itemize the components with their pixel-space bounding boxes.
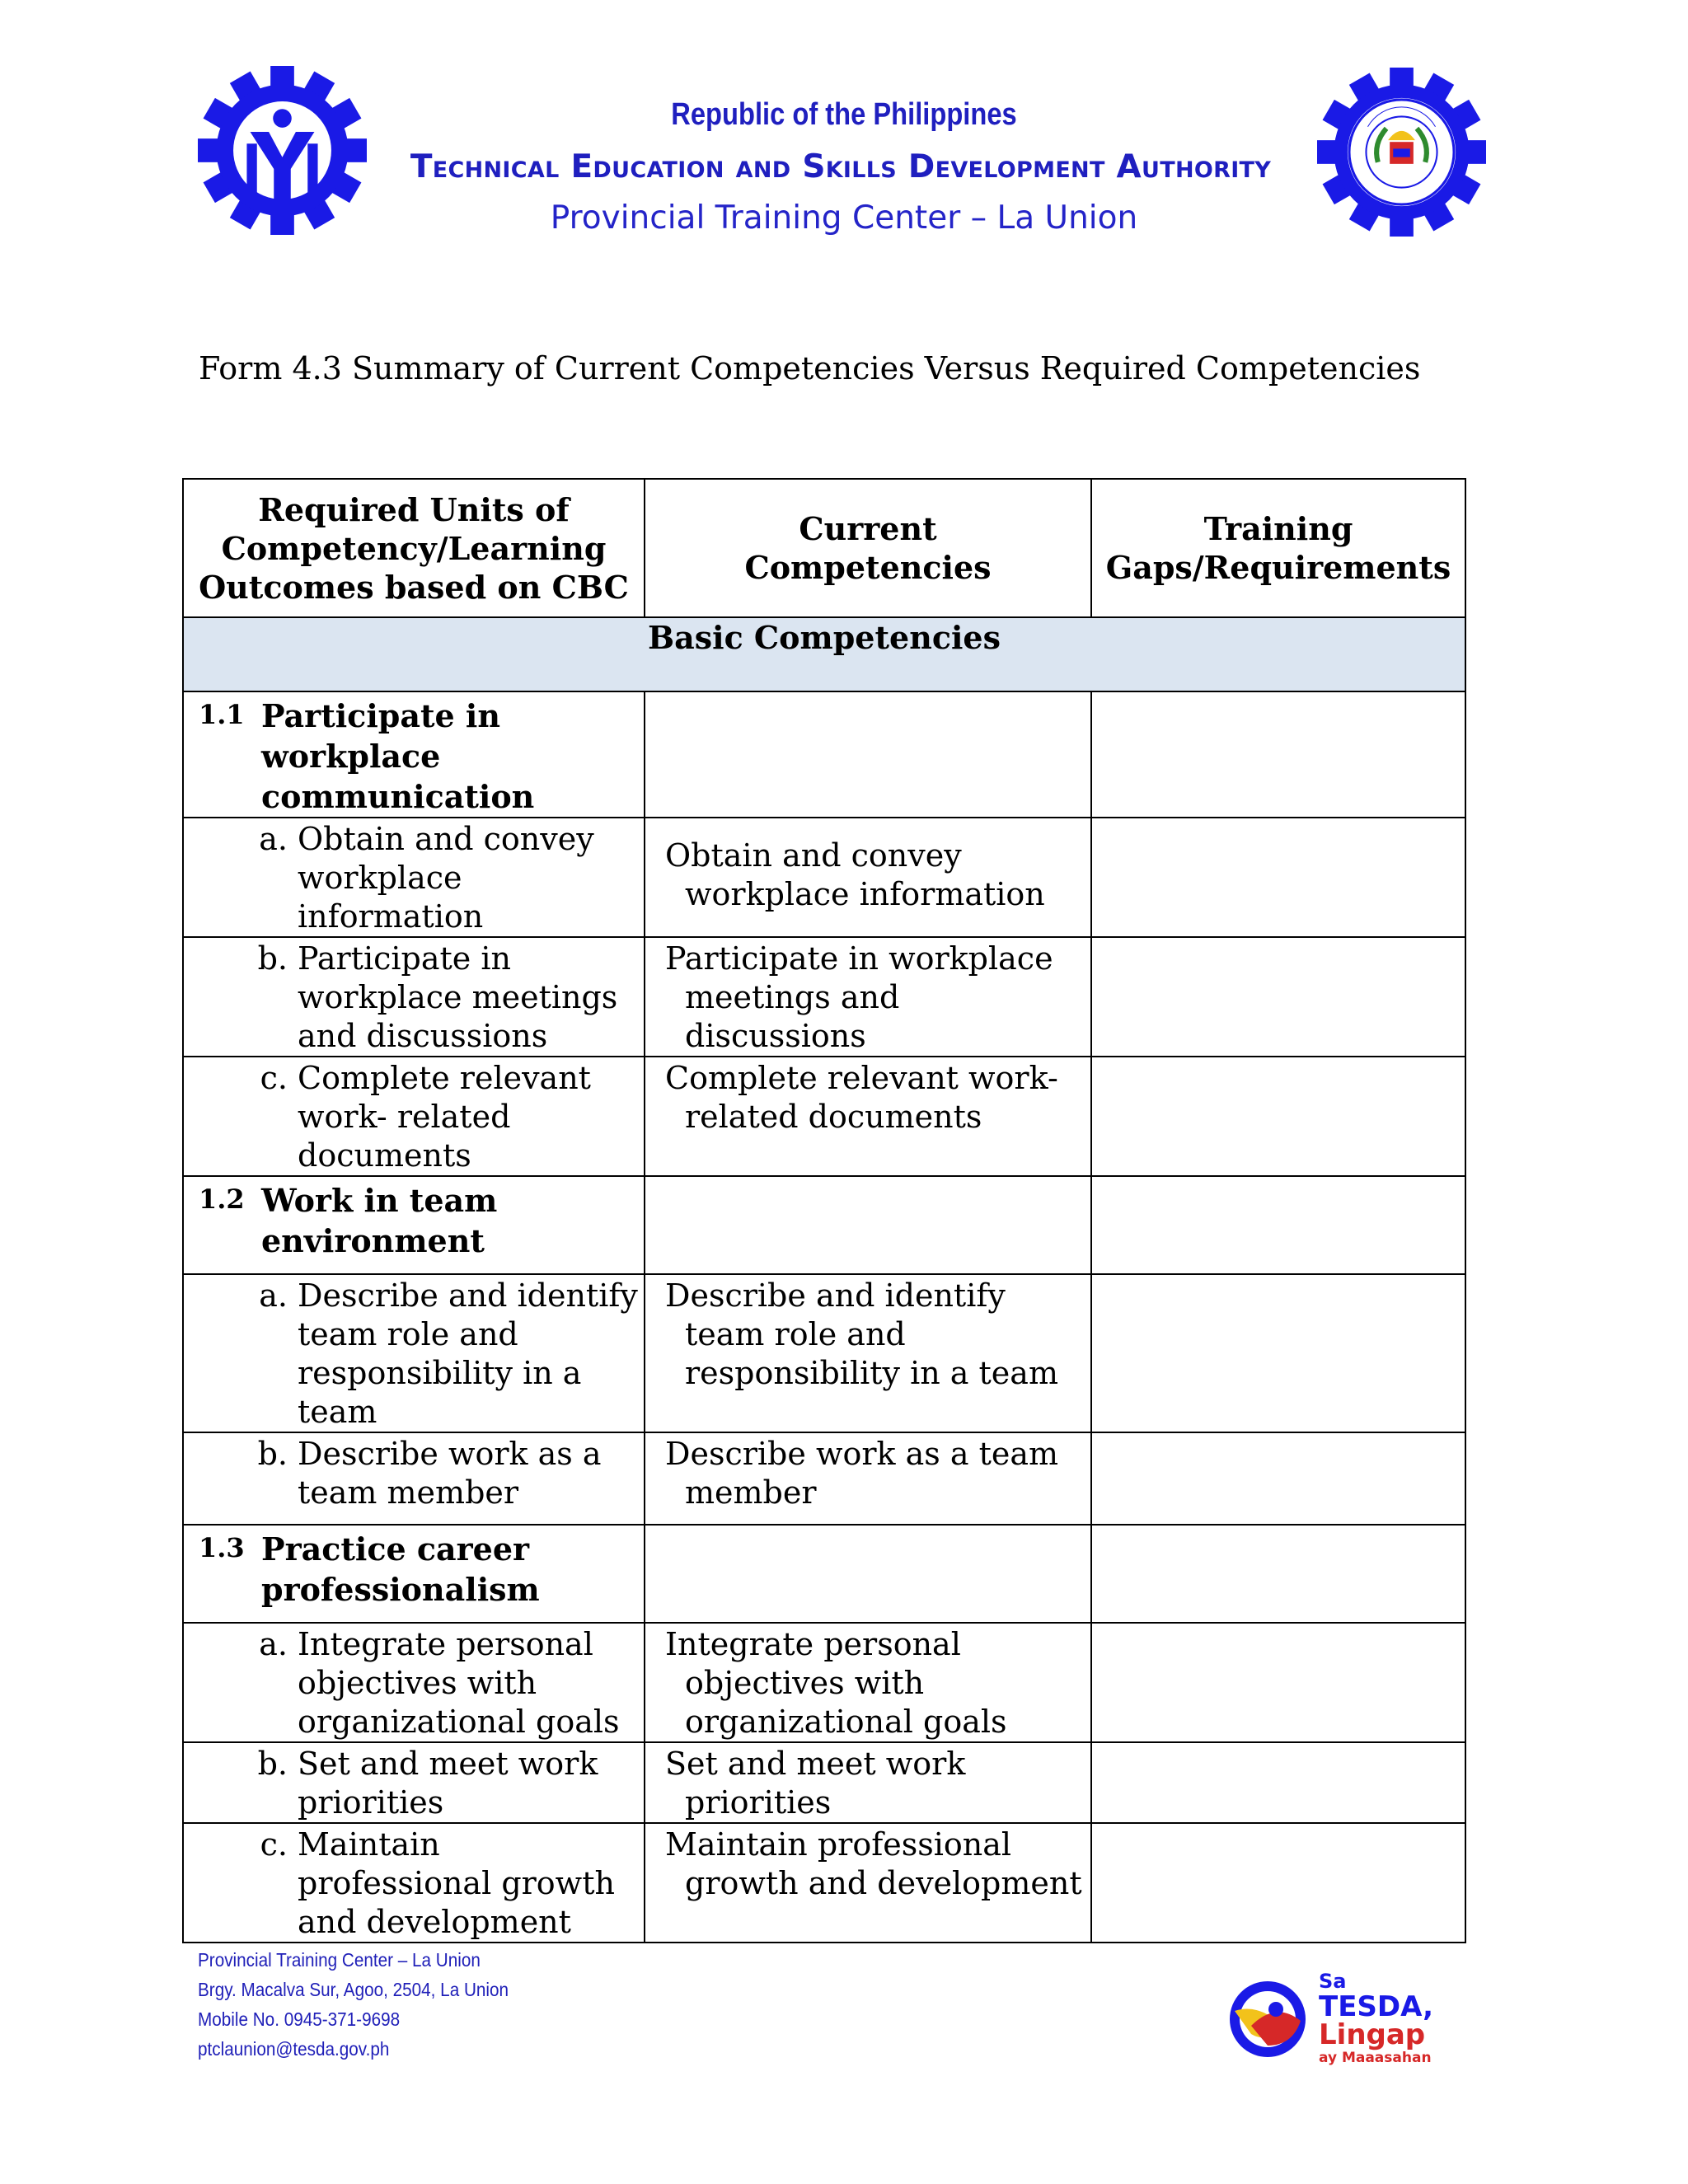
section-row (183, 617, 1465, 691)
header-agency-name: Technical Education and Skills Development Authority (410, 148, 1272, 185)
header-training-gaps: Training Gaps/Requirements (1091, 479, 1465, 617)
gap-cell (1091, 691, 1465, 818)
outcome-gap (1091, 1274, 1465, 1432)
outcome-row (183, 1742, 1465, 1823)
outcome-required: Describe and identify team role and responsibility in a team (298, 1277, 638, 1430)
svg-text:Lingap: Lingap (1319, 2018, 1426, 2051)
outcome-letter: a. (259, 1277, 288, 1314)
footer-address: Brgy. Macalva Sur, Agoo, 2504, La Union (198, 1979, 509, 2000)
outcome-gap (1091, 1623, 1465, 1742)
outcome-row (183, 1623, 1465, 1742)
outcome-required: Describe work as a team member (298, 1436, 602, 1511)
outcome-gap (1091, 1057, 1465, 1176)
outcome-current: Complete relevant work-related documents (665, 1060, 1058, 1135)
sa-tesda-lingap-logo (1220, 1961, 1459, 2069)
footer-mobile: Mobile No. 0945-371-9698 (198, 2008, 401, 2030)
unit-cell (183, 691, 645, 818)
current-cell (645, 1525, 1091, 1623)
outcome-gap (1091, 1432, 1465, 1525)
outcome-letter: b. (257, 940, 288, 977)
outcome-required: Integrate personal objectives with organizational goals (298, 1626, 620, 1740)
form-title: Form 4.3 Summary of Current Competencies Versus Required Competencies (199, 350, 1421, 387)
unit-row (183, 1525, 1465, 1623)
outcome-required: Obtain and convey workplace information (298, 821, 594, 935)
outcome-current: Obtain and convey workplace information (665, 837, 1045, 912)
ptc-la-union-seal (1317, 68, 1486, 237)
outcome-gap (1091, 1823, 1465, 1943)
outcome-required: Complete relevant work- related documents (298, 1060, 591, 1174)
section-title: Basic Competencies (183, 617, 1465, 691)
svg-text:TESDA,: TESDA, (1319, 1990, 1433, 2023)
header-center-name: Provincial Training Center – La Union (550, 199, 1138, 237)
footer-center-name: Provincial Training Center – La Union (198, 1949, 481, 1971)
outcome-letter: c. (260, 1826, 288, 1863)
outcome-current: Set and meet work priorities (665, 1746, 966, 1821)
outcome-gap (1091, 818, 1465, 937)
footer-email[interactable]: ptclaunion@tesda.gov.ph (198, 2038, 390, 2060)
gap-cell (1091, 1525, 1465, 1623)
svg-text:ay Maaasahan: ay Maaasahan (1319, 2050, 1432, 2066)
outcome-gap (1091, 1742, 1465, 1823)
svg-text:Sa: Sa (1319, 1970, 1347, 1993)
unit-title: Participate in workplace communication (261, 697, 535, 815)
outcome-required: Set and meet work priorities (298, 1746, 598, 1821)
outcome-letter: b. (257, 1436, 288, 1472)
unit-number: 1.3 (199, 1532, 245, 1563)
outcome-current: Participate in workplace meetings and discussions (665, 940, 1053, 1054)
unit-title: Work in team environment (261, 1182, 498, 1259)
competency-table (182, 478, 1466, 1943)
unit-cell (183, 1525, 645, 1623)
outcome-current: Integrate personal objectives with organizational goals (665, 1626, 1007, 1740)
outcome-current: Describe work as a team member (665, 1436, 1059, 1511)
outcome-letter: c. (260, 1060, 288, 1096)
header-current-competencies: Current Competencies (645, 479, 1091, 617)
unit-title: Practice career professionalism (261, 1530, 540, 1608)
unit-number: 1.2 (199, 1183, 245, 1215)
unit-row (183, 1176, 1465, 1274)
outcome-row (183, 1823, 1465, 1943)
current-cell (645, 691, 1091, 818)
outcome-required: Participate in workplace meetings and discussions (298, 940, 618, 1054)
outcome-letter: b. (257, 1746, 288, 1782)
footer-contact (198, 1945, 509, 2064)
gap-cell (1091, 1176, 1465, 1274)
outcome-current: Describe and identify team role and responsibility in a team (665, 1277, 1058, 1391)
outcome-row (183, 1057, 1465, 1176)
outcome-current: Maintain professional growth and development (665, 1826, 1082, 1901)
outcome-row (183, 1274, 1465, 1432)
header-republic-line: Republic of the Philippines (671, 97, 1017, 132)
outcome-row (183, 937, 1465, 1057)
outcome-row (183, 1432, 1465, 1525)
unit-row (183, 691, 1465, 818)
outcome-letter: a. (259, 821, 288, 857)
unit-cell (183, 1176, 645, 1274)
outcome-gap (1091, 937, 1465, 1057)
unit-number: 1.1 (199, 699, 245, 730)
header-required-units: Required Units of Competency/Learning Outcomes based on CBC (183, 479, 645, 617)
outcome-required: Maintain professional growth and development (298, 1826, 615, 1940)
outcome-row (183, 818, 1465, 937)
current-cell (645, 1176, 1091, 1274)
table-header-row (183, 479, 1465, 617)
outcome-letter: a. (259, 1626, 288, 1662)
